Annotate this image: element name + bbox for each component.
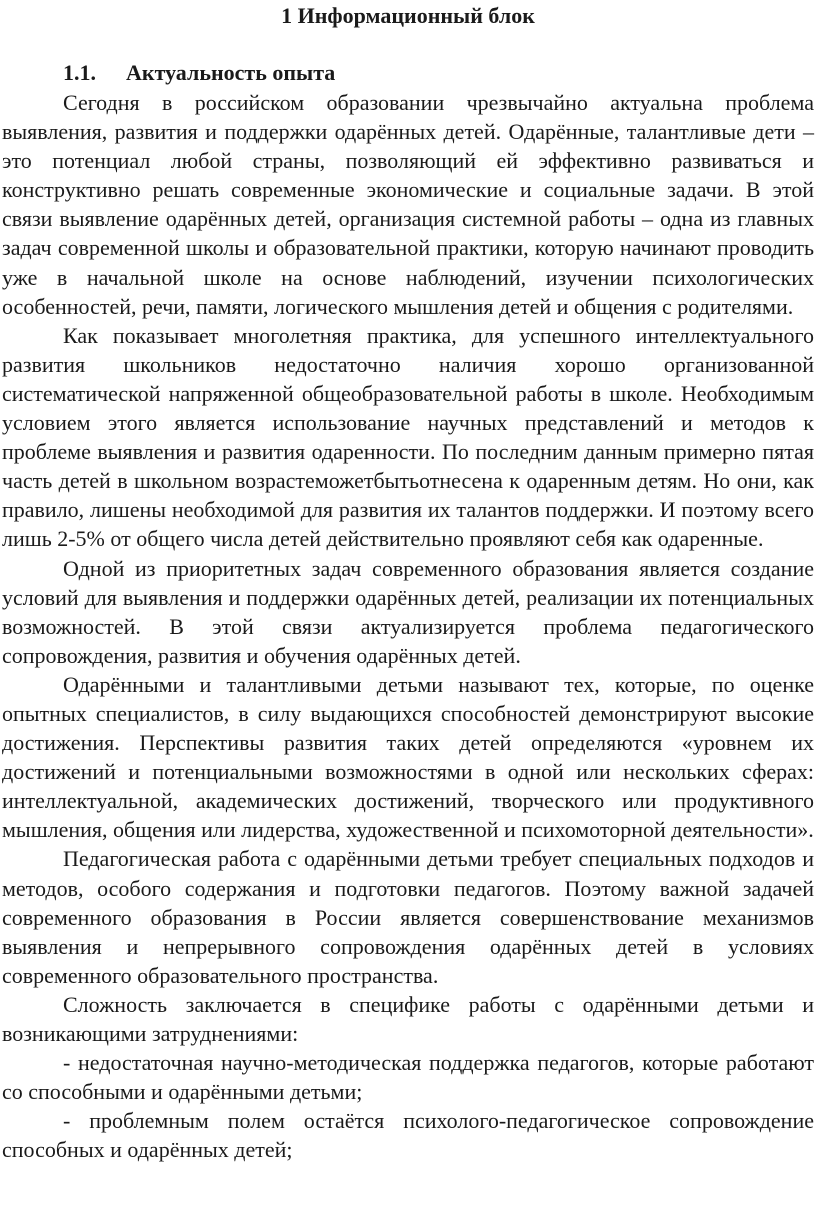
section-heading xyxy=(2,58,814,88)
paragraph-4: Одарёнными и талантливыми детьми называют тех, которые, по оценке опытных специалистов, в силу выдающихся способностей демонстрируют высокие достижения. Перспективы развития таких детей определяются «уровнем их достижений и потенциальными возможностями в одной или нескольких сферах: интеллектуальной, академических достижений, творческого или продуктивного мышления, общения или лидерства, художественной и психомоторной деятельности». xyxy=(2,671,814,843)
paragraph-6: Сложность заключается в специфике работы с одарёнными детьми и возникающими затруднениями: xyxy=(2,991,814,1046)
paragraph-3: Одной из приоритетных задач современного образования является создание условий для выявления и поддержки одарённых детей, реализации их потенциальных возможностей. В этой связи актуализируется проблема педагогического сопровождения, развития и обучения одарённых детей. xyxy=(2,555,814,668)
section-relevance xyxy=(2,58,814,1164)
paragraph-2: Как показывает многолетняя практика, для успешного интеллектуального развития школьников недостаточно наличия хорошо организованной систематической напряженной общеобразовательной работы в школе. Необходимым условием этого является использование научных представлений и методов к проблеме выявления и развития одаренности. По последним данным примерно пятая часть детей в школьном возрастеможетбытьотнесена к одаренным детям. Но они, как правило, лишены необходимой для развития их талантов поддержки. И поэтому всего лишь 2-5% от общего числа детей действительно проявляют себя как одаренные. xyxy=(2,322,814,552)
list-item-2: - проблемным полем остаётся психолого-педагогическое сопровождение способных и одарённых детей; xyxy=(2,1108,814,1163)
section-title: Актуальность опыта xyxy=(126,60,336,85)
list-item-1: - недостаточная научно-методическая поддержка педагогов, которые работают со способными и одарёнными детьми; xyxy=(2,1050,814,1105)
paragraph-1: Сегодня в российском образовании чрезвычайно актуальна проблема выявления, развития и поддержки одарённых детей. Одарённые, талантливые дети – это потенциал любой страны, позволяющий ей эффективно развиваться и конструктивно решать современные экономические и социальные задачи. В этой связи выявление одарённых детей, организация системной работы – одна из главных задач современной школы и образовательной практики, которую начинают проводить уже в начальной школе на основе наблюдений, изучении психологических особенностей, речи, памяти, логического мышления детей и общения с родителями. xyxy=(2,90,814,319)
document-title: 1 Информационный блок xyxy=(281,3,535,28)
section-number: 1.1. xyxy=(63,60,96,85)
paragraph-5: Педагогическая работа с одарёнными детьми требует специальных подходов и методов, особого содержания и подготовки педагогов. Поэтому важной задачей современного образования в России является совершенствование механизмов выявления и непрерывного сопровождения одарённых детей в условиях современного образовательного пространства. xyxy=(2,846,814,988)
